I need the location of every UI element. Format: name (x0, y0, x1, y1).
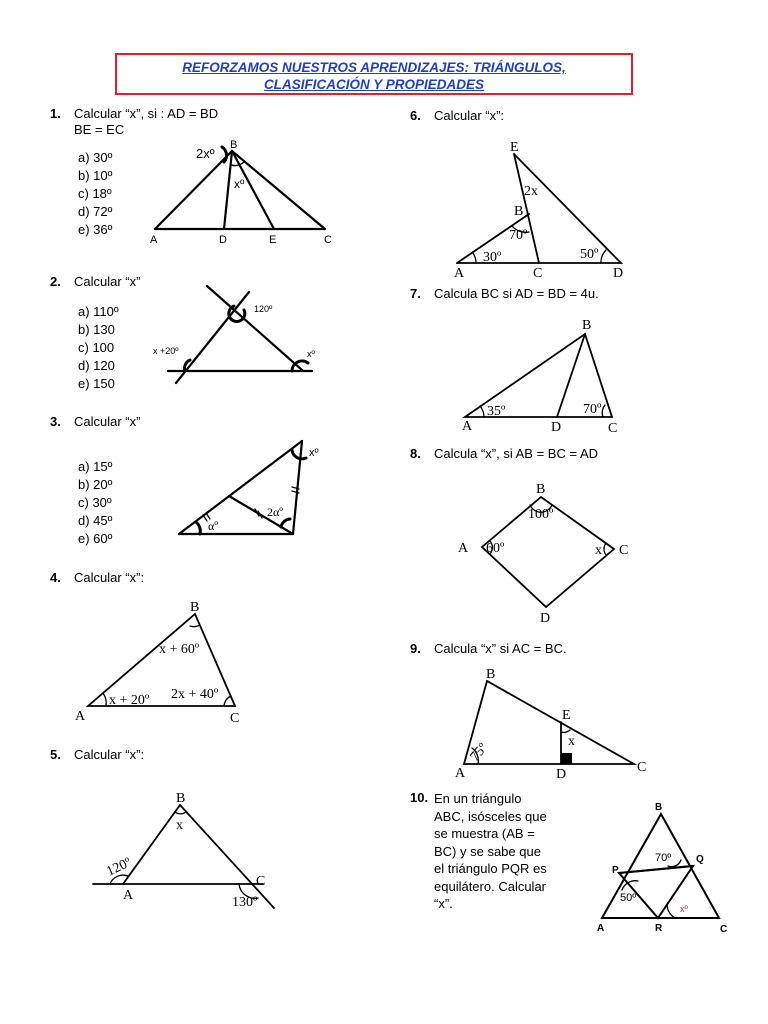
angle-label: 130º (232, 895, 258, 910)
problem-9-number: 9. (410, 641, 421, 656)
vertex-label: A (75, 709, 86, 724)
vertex-label: E (562, 708, 571, 723)
angle-label: 70º (583, 402, 602, 417)
angle-label: 2x (524, 184, 538, 199)
vertex-label: C (230, 711, 240, 726)
text-line: se muestra (AB = (434, 826, 535, 841)
option: c) 100 (78, 340, 115, 355)
problem-8-text: Calcula “x”, si AB = BC = AD (434, 446, 599, 461)
angle-label: 75º (467, 740, 491, 765)
option: a) 30º (78, 150, 113, 165)
angle-label: x +20º (153, 346, 179, 356)
text-line: BC) y se sabe que (434, 843, 541, 859)
option: e) 36º (78, 222, 113, 237)
problem-2-number: 2. (50, 274, 61, 289)
problem-5-text: Calcular “x”: (74, 747, 145, 762)
angle-label: x (176, 818, 183, 833)
vertex-label: Q (696, 854, 704, 865)
vertex-label: B (176, 791, 186, 806)
option: b) 20º (78, 477, 113, 492)
problem-8-number: 8. (410, 446, 421, 461)
problem-3-number: 3. (50, 414, 61, 429)
vertex-label: C (720, 924, 728, 935)
vertex-label: R (655, 923, 663, 934)
vertex-label: A (458, 541, 469, 556)
vertex-label: C (324, 234, 332, 246)
angle-label: xº (309, 447, 319, 459)
vertex-label: A (597, 923, 605, 934)
vertex-label: B (190, 600, 200, 615)
angle-label: 120º (254, 304, 273, 314)
angle-label: x + 20º (109, 693, 150, 708)
vertex-label: C (637, 760, 647, 775)
option: b) 10º (78, 168, 113, 183)
vertex-label: B (582, 318, 592, 333)
angle-label: xº (680, 904, 688, 914)
vertex-label: D (613, 266, 624, 281)
angle-label: 70º (509, 228, 528, 243)
problem-2-text: Calcular “x” (74, 274, 141, 289)
problem-10-number: 10. (410, 790, 429, 805)
problem-1-text: Calcular “x”, si : AD = BD (74, 106, 219, 121)
vertex-label: B (486, 667, 496, 682)
option: d) 45º (78, 513, 113, 528)
vertex-label: E (269, 234, 277, 246)
angle-label: x (568, 734, 575, 749)
text-line: ABC, isósceles que (434, 808, 547, 824)
option: d) 120 (78, 358, 115, 373)
angle-label: αº (208, 519, 219, 533)
problem-1-text-2: BE = EC (74, 122, 125, 137)
figure-3 (179, 441, 306, 534)
vertex-label: D (551, 420, 562, 435)
option: c) 30º (78, 495, 112, 510)
angle-label: 30º (483, 250, 502, 265)
problem-9-text: Calcula “x” si AC = BC. (434, 641, 567, 656)
figure-2 (168, 286, 312, 383)
vertex-label: D (540, 611, 551, 626)
vertex-label: B (536, 482, 546, 497)
text-line: En un triángulo (434, 791, 522, 806)
problem-4-text: Calcular “x”: (74, 570, 145, 585)
angle-label: 60º (486, 541, 505, 556)
angle-label: 50º (620, 892, 637, 904)
option: c) 18º (78, 186, 112, 201)
vertex-label: C (533, 266, 543, 281)
vertex-label: A (123, 888, 134, 903)
vertex-label: E (510, 140, 519, 155)
problem-5-number: 5. (50, 747, 61, 762)
vertex-label: C (256, 874, 266, 889)
problem-6-text: Calcular “x”: (434, 108, 505, 123)
vertex-label: A (454, 266, 465, 281)
vertex-label: B (514, 204, 524, 219)
angle-label: x (595, 543, 602, 558)
vertex-label: B (230, 139, 238, 151)
option: b) 130 (78, 322, 115, 337)
angle-label: 2x + 40º (171, 687, 219, 702)
option: a) 15º (78, 459, 113, 474)
text-line: “x”. (434, 896, 453, 911)
option: d) 72º (78, 204, 113, 219)
vertex-label: D (219, 234, 227, 246)
figure-5 (93, 805, 274, 908)
vertex-label: A (150, 234, 158, 246)
angle-label: x + 60º (159, 642, 200, 657)
text-line: equilátero. Calcular (434, 878, 547, 894)
angle-label: 100º (528, 507, 554, 522)
title-line-2: CLASIFICACIÓN Y PROPIEDADES (263, 77, 485, 92)
problem-7-number: 7. (410, 286, 421, 301)
option: a) 110º (78, 304, 119, 319)
vertex-label: P (612, 865, 619, 876)
problem-7-text: Calcula BC si AD = BD = 4u. (434, 286, 599, 301)
angle-label: 70º (655, 852, 672, 864)
problem-1-number: 1. (50, 106, 61, 121)
angle-label: 2xº (196, 146, 215, 161)
vertex-label: C (608, 421, 618, 436)
problem-3-text: Calcular “x” (74, 414, 141, 429)
title-line-1: REFORZAMOS NUESTROS APRENDIZAJES: TRIÁNGULOS, (182, 60, 566, 75)
vertex-label: D (556, 767, 567, 782)
vertex-label: C (619, 543, 629, 558)
angle-label: 2αº (267, 505, 284, 519)
angle-label: 35º (487, 404, 506, 419)
problem-4-number: 4. (50, 570, 61, 585)
angle-label: 50º (580, 247, 599, 262)
option: e) 60º (78, 531, 113, 546)
angle-label: xº (307, 349, 315, 359)
vertex-label: A (455, 766, 466, 781)
angle-label: xº (234, 177, 245, 191)
vertex-label: B (655, 802, 663, 813)
option: e) 150 (78, 376, 115, 391)
angle-label: 120º (104, 855, 134, 880)
text-line: el triángulo PQR es (434, 861, 547, 876)
problem-6-number: 6. (410, 108, 421, 123)
vertex-label: A (462, 419, 473, 434)
